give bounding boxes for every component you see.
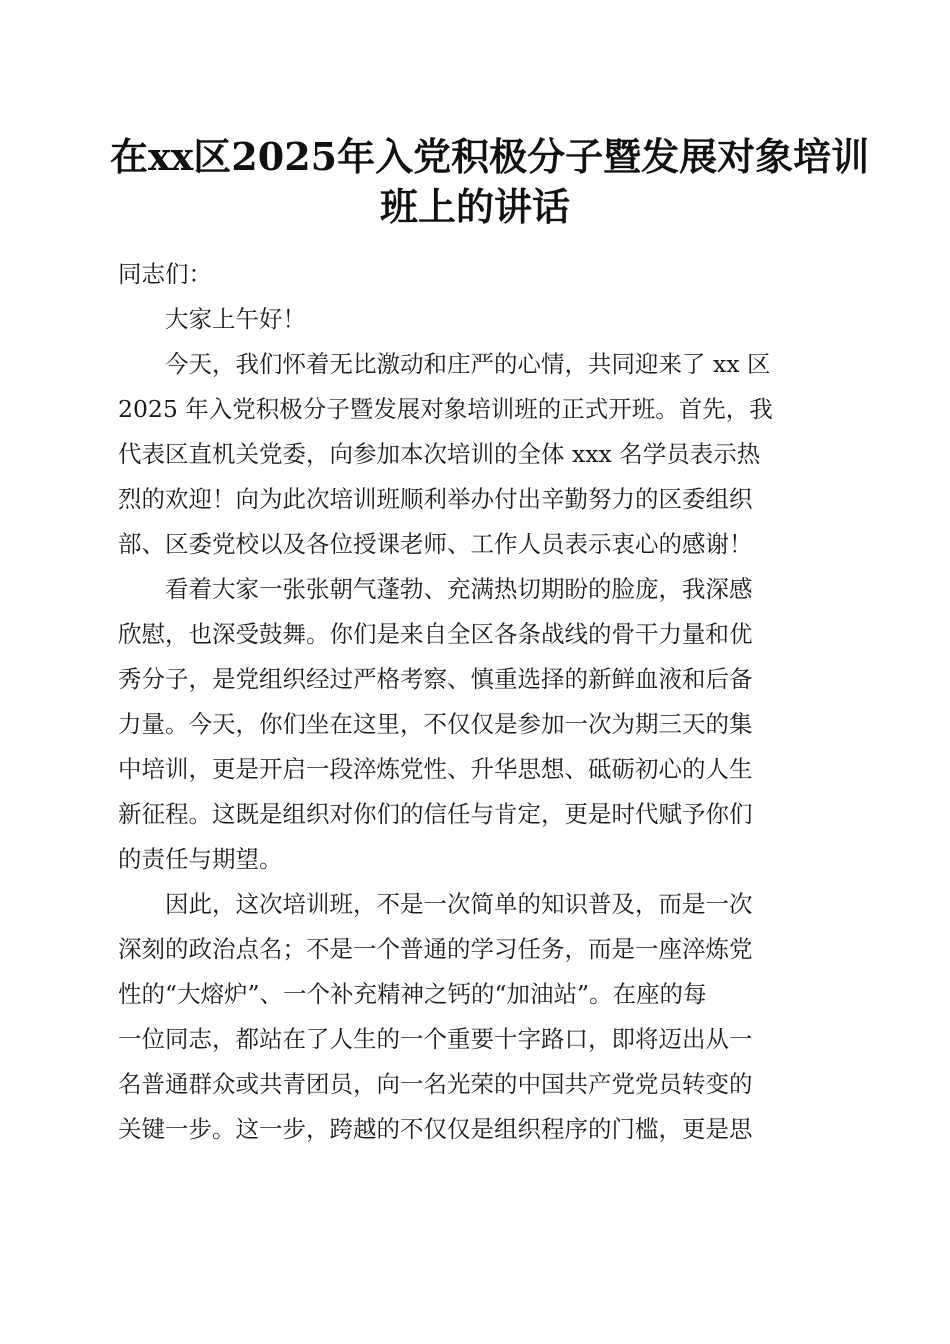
- paragraph-line: 的责任与期望。: [118, 845, 283, 873]
- paragraph-line: 深刻的政治点名；不是一个普通的学习任务，而是一座淬炼党: [118, 935, 753, 963]
- paragraph-line: 性的“大熔炉”、一个补充精神之钙的“加油站”。在座的每: [118, 980, 707, 1008]
- paragraph-line: 力量。今天，你们坐在这里，不仅仅是参加一次为期三天的集: [118, 710, 753, 738]
- paragraph-line: 因此，这次培训班，不是一次简单的知识普及，而是一次: [165, 890, 753, 918]
- title-line-2: 班上的讲话: [379, 184, 570, 229]
- salutation: 同志们：: [118, 260, 212, 288]
- paragraph-line: 看着大家一张张朝气蓬勃、充满热切期盼的脸庞，我深感: [165, 575, 753, 603]
- document-body: [118, 252, 826, 1152]
- paragraph-line: 代表区直机关党委，向参加本次培训的全体 xxx 名学员表示热: [118, 440, 761, 468]
- paragraph-line: 欣慰，也深受鼓舞。你们是来自全区各条战线的骨干力量和优: [118, 620, 753, 648]
- title-line-1: 在xx区2025年入党积极分子暨发展对象培训: [110, 134, 870, 179]
- paragraph-significance: [118, 882, 826, 1152]
- paragraph-line: 新征程。这既是组织对你们的信任与肯定，更是时代赋予你们: [118, 800, 753, 828]
- paragraph-line: 2025 年入党积极分子暨发展对象培训班的正式开班。首先，我: [118, 395, 773, 423]
- paragraph-line: 中培训，更是开启一段淬炼党性、升华思想、砥砺初心的人生: [118, 755, 753, 783]
- paragraph-line: 烈的欢迎！向为此次培训班顺利举办付出辛勤努力的区委组织: [118, 485, 753, 513]
- paragraph-line: 名普通群众或共青团员，向一名光荣的中国共产党党员转变的: [118, 1070, 753, 1098]
- paragraph-encouragement: [118, 567, 826, 882]
- paragraph-line: 部、区委党校以及各位授课老师、工作人员表示衷心的感谢！: [118, 530, 753, 558]
- paragraph-line: 今天，我们怀着无比激动和庄严的心情，共同迎来了 xx 区: [165, 350, 771, 378]
- paragraph-opening: [118, 342, 826, 567]
- paragraph-line: 关键一步。这一步，跨越的不仅仅是组织程序的门槛，更是思: [118, 1115, 753, 1143]
- paragraph-line: 秀分子，是党组织经过严格考察、慎重选择的新鲜血液和后备: [118, 665, 753, 693]
- paragraph-line: 一位同志，都站在了人生的一个重要十字路口，即将迈出从一: [118, 1025, 753, 1053]
- document-title: [110, 132, 870, 232]
- greeting-paragraph: 大家上午好！: [165, 305, 306, 333]
